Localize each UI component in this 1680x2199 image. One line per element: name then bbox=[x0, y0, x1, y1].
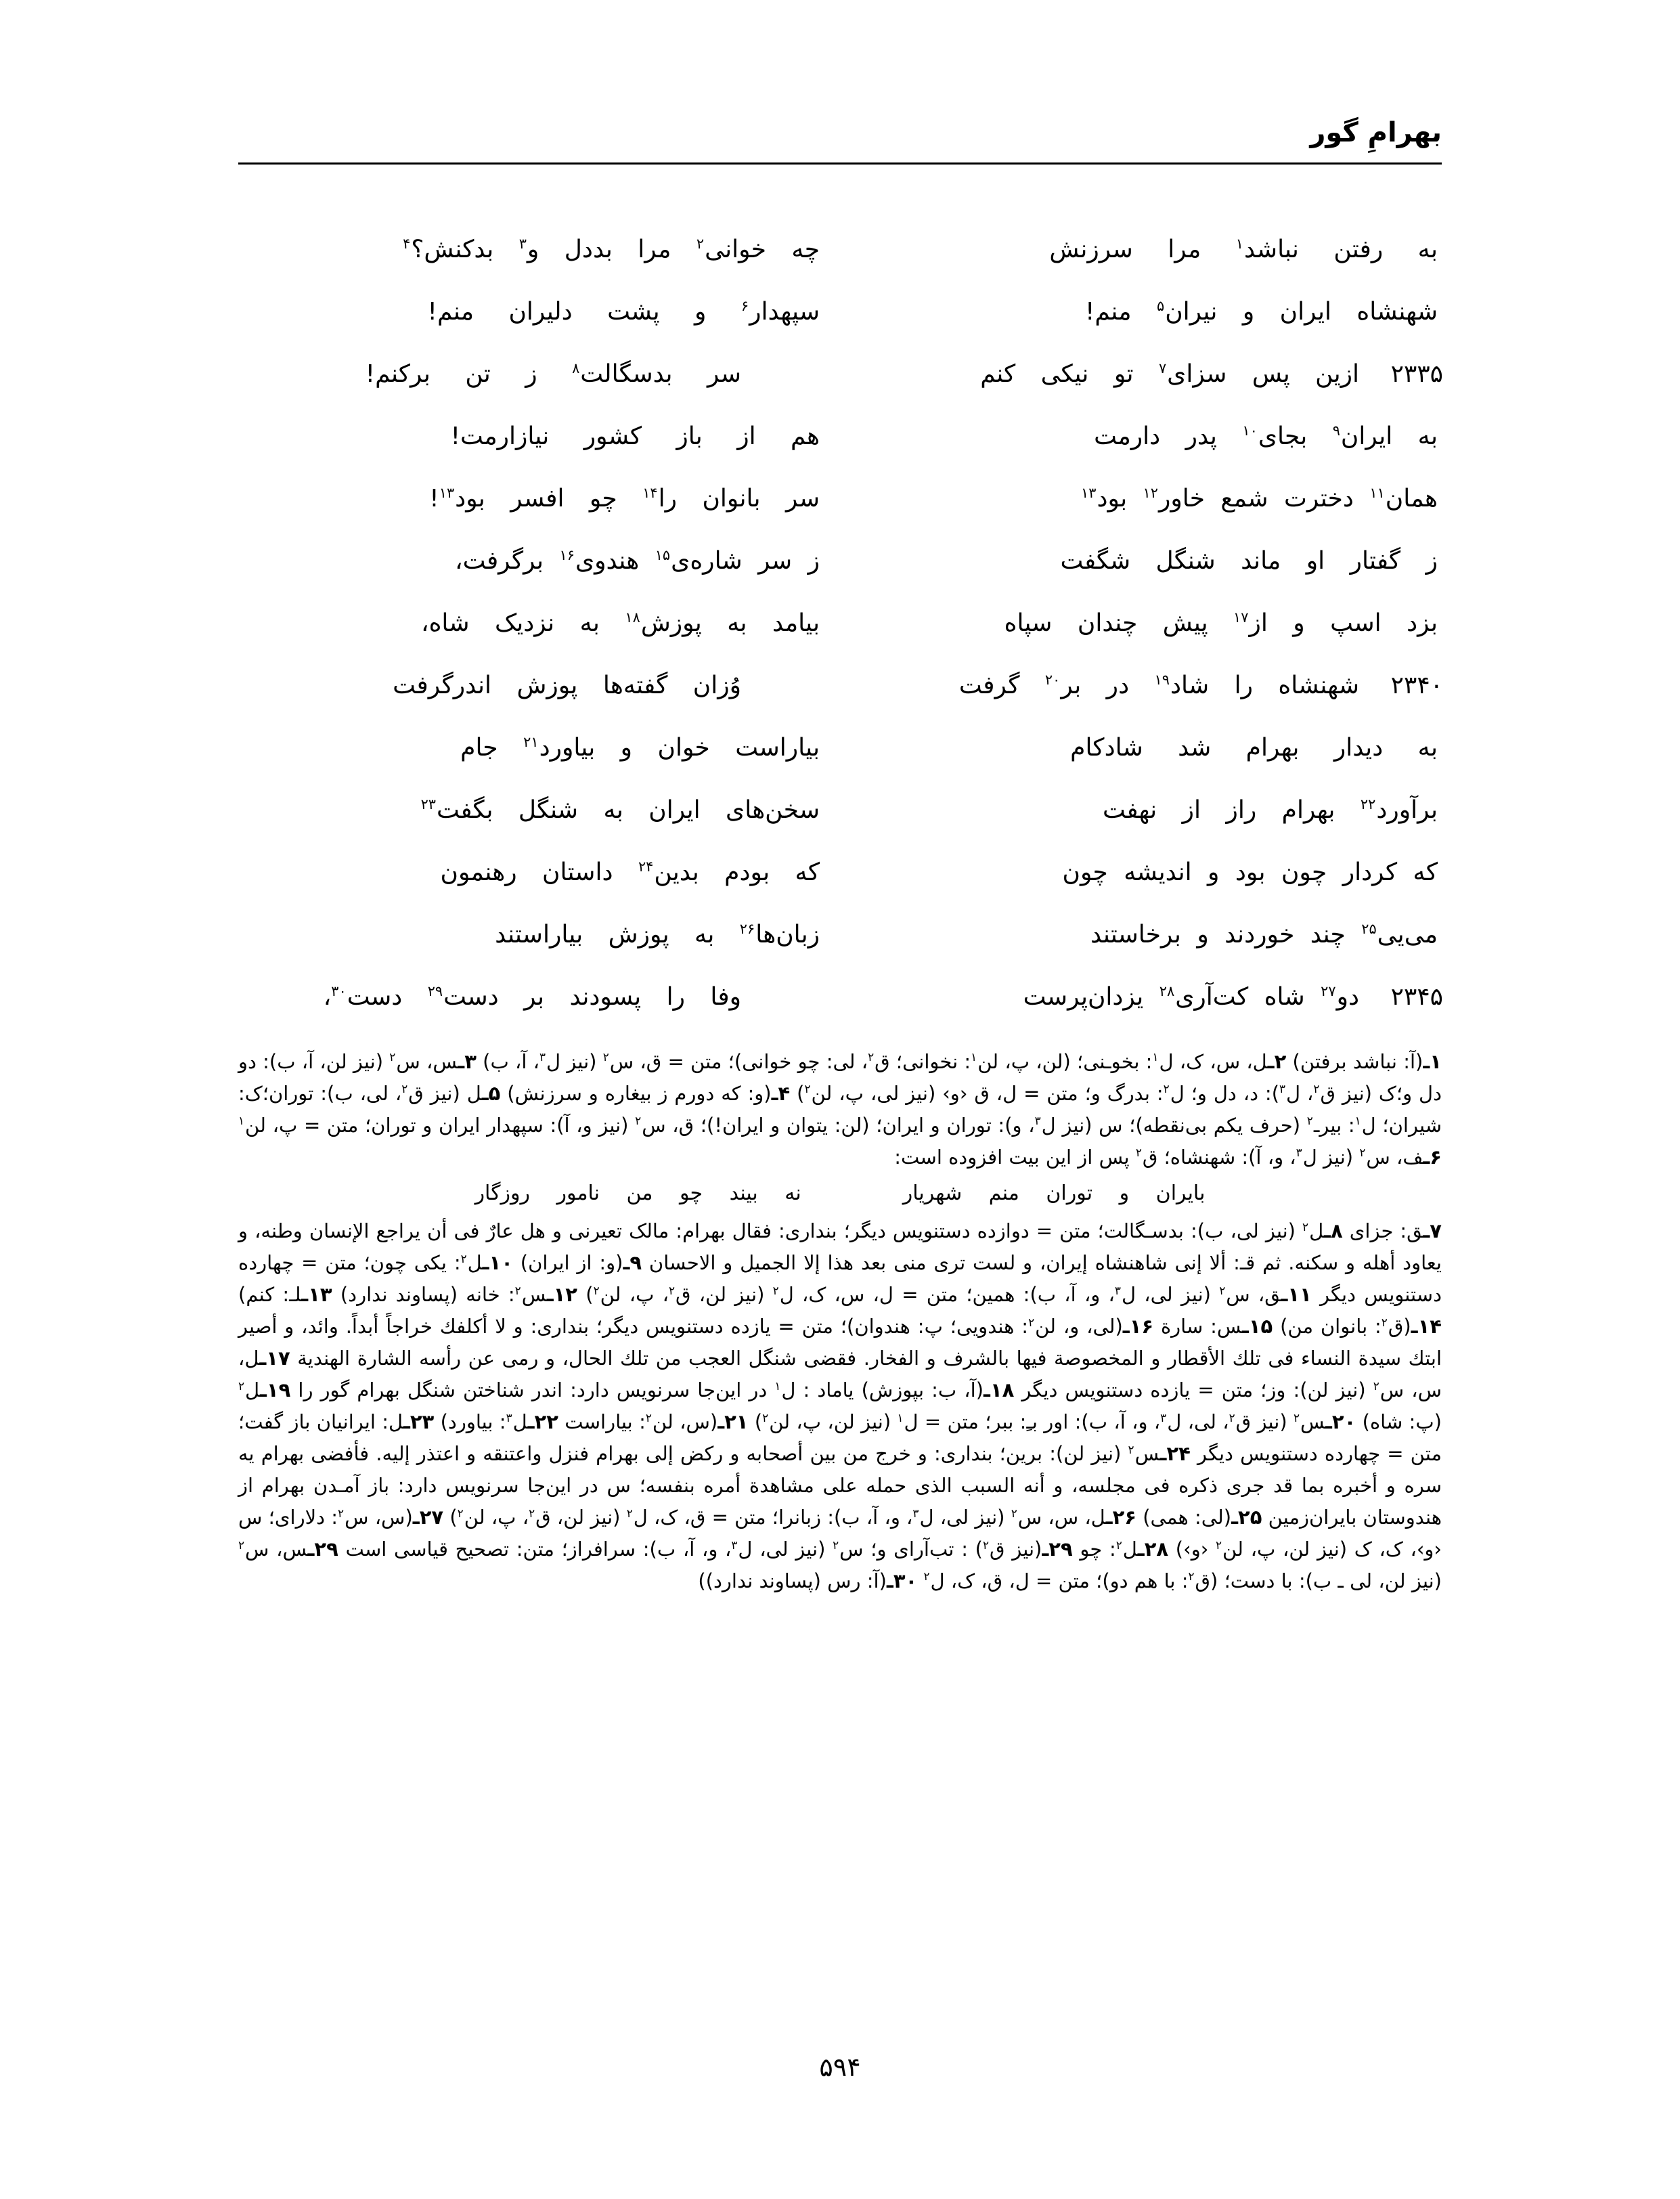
verse-couplet bbox=[238, 971, 1442, 1033]
hemistich-text: بیامد به پوزش$^{۱۸}$ به نزدیک شاه، bbox=[420, 609, 820, 637]
hemistich-second bbox=[238, 722, 840, 762]
hemistich-second bbox=[238, 223, 840, 263]
hemistich-first bbox=[840, 286, 1442, 326]
page-number: ۵۹۴ bbox=[819, 2052, 861, 2082]
hemistich-first bbox=[840, 971, 1442, 1011]
hemistich-second bbox=[238, 971, 840, 1011]
hemistich-text: که بودم بدین$^{۲۴}$ داستان رهنمون bbox=[440, 858, 820, 886]
hemistich-first bbox=[840, 846, 1442, 886]
verse-line-number: ۲۳۴۰ bbox=[1390, 672, 1443, 699]
verse-couplet bbox=[238, 348, 1442, 410]
hemistich-text: همان$^{۱۱}$ دخترت شمع خاور$^{۱۲}$ بود$^{۱۳}$ bbox=[1081, 485, 1438, 513]
verse-couplet bbox=[238, 784, 1442, 846]
hemistich-text: برآورد$^{۲۲}$ بهرام راز از نهفت bbox=[1103, 796, 1438, 824]
hemistich-text: سر بدسگالت$^۸$ ز تن برکنم! bbox=[365, 360, 741, 388]
page-header bbox=[238, 119, 1442, 180]
hemistich-second bbox=[238, 846, 840, 886]
hemistich-text: دو$^{۲۷}$ شاه کت‌آری$^{۲۸}$ یزدان‌پرست bbox=[1023, 983, 1359, 1011]
hemistich-text: بیاراست خوان و بیاورد$^{۲۱}$ جام bbox=[460, 734, 820, 762]
hemistich-first bbox=[840, 473, 1442, 513]
verse-line-number: ۲۳۳۵ bbox=[1390, 360, 1443, 388]
verse-couplet bbox=[238, 597, 1442, 659]
verse-line-number: ۲۳۴۵ bbox=[1390, 983, 1443, 1011]
inset-hemistich-first: بایران و توران منم شهریار bbox=[902, 1181, 1206, 1205]
hemistich-second bbox=[238, 597, 840, 637]
hemistich-text: وفا را پسودند بر دست$^{۲۹}$ دست$^{۳۰}$، bbox=[323, 983, 741, 1011]
hemistich-text: سخن‌های ایران به شنگل بگفت$^{۲۳}$ bbox=[420, 796, 820, 824]
running-header-title: بهرامِ گور bbox=[1310, 117, 1442, 148]
hemistich-text: شهنشاه را شاد$^{۱۹}$ در بر$^{۲۰}$ گرفت bbox=[958, 672, 1359, 699]
hemistich-text: که کردار چون بود و اندیشه چون bbox=[1062, 858, 1438, 886]
verse-couplet bbox=[238, 223, 1442, 286]
hemistich-text: می‌یی$^{۲۵}$ چند خوردند و برخاستند bbox=[1090, 921, 1438, 949]
hemistich-text: سر بانوان را$^{۱۴}$ چو افسر بود$^{۱۳}$! bbox=[429, 485, 820, 513]
hemistich-first bbox=[840, 722, 1442, 762]
verse-couplet bbox=[238, 410, 1442, 473]
hemistich-second bbox=[238, 473, 840, 513]
hemistich-first bbox=[840, 410, 1442, 450]
hemistich-first bbox=[840, 223, 1442, 263]
hemistich-text: به رفتن نباشد$^۱$ مرا سرزنش bbox=[1049, 236, 1438, 263]
hemistich-first bbox=[840, 659, 1442, 699]
verse-couplet bbox=[238, 846, 1442, 909]
hemistich-first bbox=[840, 348, 1442, 388]
hemistich-second bbox=[238, 535, 840, 575]
hemistich-text: به دیدار بهرام شد شادکام bbox=[1070, 734, 1438, 762]
hemistich-second bbox=[238, 784, 840, 824]
verse-couplet bbox=[238, 286, 1442, 348]
apparatus-inset-verse bbox=[238, 1177, 1442, 1211]
inset-hemistich-second: نه بیند چو من نامور روزگار bbox=[474, 1181, 801, 1205]
hemistich-text: سپهدار$^۶$ و پشت دلیران منم! bbox=[427, 298, 820, 326]
verse-couplet bbox=[238, 722, 1442, 784]
hemistich-text: وُزان گفته‌ها پوزش اندرگرفت bbox=[393, 672, 741, 699]
hemistich-first bbox=[840, 909, 1442, 949]
hemistich-text: ز گفتار او ماند شنگل شگفت bbox=[1060, 547, 1438, 575]
hemistich-text: چه خوانی$^۲$ مرا بددل و$^۳$ بدکنش؟$^۴$ bbox=[403, 236, 820, 263]
hemistich-second bbox=[238, 659, 840, 699]
verse-couplet bbox=[238, 909, 1442, 971]
hemistich-second bbox=[238, 348, 840, 388]
hemistich-first bbox=[840, 784, 1442, 824]
hemistich-text: ز سر شاره‌ی$^{۱۵}$ هندوی$^{۱۶}$ برگرفت، bbox=[455, 547, 820, 575]
hemistich-second bbox=[238, 286, 840, 326]
verse-couplet bbox=[238, 535, 1442, 597]
hemistich-text: بزد اسپ و از$^{۱۷}$ پیش چندان سپاه bbox=[1004, 609, 1438, 637]
verse-block bbox=[238, 223, 1442, 1033]
verse-couplet bbox=[238, 473, 1442, 535]
hemistich-text: به ایران$^۹$ بجای$^{۱۰}$ پدر دارمت bbox=[1094, 422, 1438, 450]
apparatus-paragraph: ۱ـ(آ: نباشد برفتن) ۲ـل، س، ک، ل$^۱$: بخوـنی؛ (لن، پ، لن$^۱$: نخوانی؛ ق$^۲$، لی: چو خوانی)؛ متن = ق، س$^۲$ (نیز ل$^۳$، آ، ب) ۳ـس، س$^۲$ (نیز لن، آ، ب): دو دل و؛ک (نیز ق$^۲$، ل$^۳$): د، دل و؛ ل$^۲$: بدرگ و؛ متن = ل، ق ‹و› (نیز لی، پ، لن$^۲$) ۴ـ(و: که دورم ز بیغاره و سرزنش) ۵ـل (نیز ق$^۲$، لی، ب): توران؛ک: شیران؛ ل$^۱$: بیرـ$^۲$ (حرف یکم بی‌نقطه)؛ س (نیز ل$^۳$، و): توران و ایران؛ (لن: یتوان و ایران!)؛ ق، س$^۲$ (نیز و، آ): سپهدار ایران و توران؛ متن = پ، لن$^۱$ ۶ـف، س$^۲$ (نیز ل$^۳$، و، آ): شهنشاه؛ ق$^۲$ پس از این بیت افزوده است: bbox=[238, 1050, 1442, 1169]
hemistich-text: شهنشاه ایران و نیران$^۵$ منم! bbox=[1085, 298, 1438, 326]
hemistich-text: هم از باز کشور نیازارمت! bbox=[450, 422, 820, 450]
critical-apparatus bbox=[238, 1046, 1442, 1597]
hemistich-second bbox=[238, 909, 840, 949]
apparatus-paragraph: ۷ـق: جزای ۸ـل$^۲$ (نیز لی، ب): بدسـگالت؛ متن = دوازده دستنویس دیگر؛ بنداری: فقال بهرام: مالک تعیرنی و هل عارٌ فی أن یراجع الإنسان وطنه، و یعاود أهله و سكنه. ثم قـ: ألا إنی شاهنشاه إیران، و لست تری منی بعد هذا إلا الجمیل و الاحسان ۹ـ(و: از ایران) ۱۰ـل$^۲$: یکی چون؛ متن = چهارده دستنویس دیگر ۱۱ـق، س$^۲$ (نیز لی، ل$^۳$، و، آ، ب): همین؛ متن = ل، س، ک، ل$^۲$ (نیز لن، ق$^۲$، پ، لن$^۲$) ۱۲ـس$^۲$: خانه (پساوند ندارد) ۱۳ـلـ: کنم) ۱۴ـ(ق$^۲$: بانوان من) ۱۵ـس: سارة ۱۶ـ(لی، و، لن$^۲$: هندویی؛ پ: هندوان)؛ متن = یازده دستنویس دیگر؛ بنداری: و لا أكلفك خراجاً أبداً. وائد، و أصیر ابتك سیدة النساء فی تلك الأقطار و المخصوصة فیها بالشرف و الفخار. فقضی شنگل العجب من تلك الحال، و رمی عن رأسه الشارة الهندیة ۱۷ـل، س، س$^۲$ (نیز لن): وز؛ متن = یازده دستنویس دیگر ۱۸ـ(آ، ب: بپوزش) یاماد : ل$^۱$ در این‌جا سرنویس دارد: اندر شناختن شنگل بهرام گور را ۱۹ـل$^۲$ (پ: شاه) ۲۰ـس$^۲$ (نیز ق$^۲$، لی، ل$^۳$، و، آ، ب): اور بـِ: ببر؛ متن = ل$^۱$ (نیز لن، پ، لن$^۲$) ۲۱ـ(س، لن$^۲$: بیاراست ۲۲ـل$^۳$: بیاورد) ۲۳ـل: ایرانیان باز گفت؛ متن = چهارده دستنویس دیگر ۲۴ـس$^۲$ (نیز لن): برین؛ بنداری: و خرج من بین أصحابه و ركض إلی بهرام فنزل واعتنقه و اعتذر إلیه. فأفضی بهرام یه سره و أخبره بما قد جری ذكره فی مجلسه، و أنه السبب الذی حمله علی مشاهدة أمره بنفسه؛ س در این‌جا سرنویس دارد: باز آمـدن بهرام از هندوستان بایران‌زمین ۲۵ـ(لی: همی) ۲۶ـل، س، س$^۲$ (نیز لی، ل$^۳$، و، آ، ب): زبانرا؛ متن = ق، ک، ل$^۲$ (نیز لن، ق$^۲$، پ، لن$^۲$) ۲۷ـ(س، س$^۲$: دلارای؛ س ‹و›، ک، ک (نیز لن، پ، لن$^۲$ ‹و›) ۲۸ـل$^۲$: چو ۲۹ـ(نیز ق$^۲$) : تب‌آرای و؛ س$^۲$ (نیز لی، ل$^۳$، و، آ، ب): سرافراز؛ متن: تصحیح قیاسی است ۲۹ـس، س$^۲$ (نیز لن، لی ـ ب): با دست؛ (ق$^۲$: با هم دو)؛ متن = ل، ق، ک، ل$^۲$ ۳۰ـ(آ: رس (پساوند ندارد)) bbox=[238, 1219, 1442, 1593]
hemistich-text: ازین پس سزای$^۷$ تو نیکی کنم bbox=[980, 360, 1359, 388]
hemistich-first bbox=[840, 597, 1442, 637]
header-divider-rule bbox=[238, 162, 1442, 165]
hemistich-second bbox=[238, 410, 840, 450]
verse-couplet bbox=[238, 659, 1442, 722]
hemistich-first bbox=[840, 535, 1442, 575]
hemistich-text: زبان‌ها$^{۲۶}$ به پوزش بیاراستند bbox=[495, 921, 820, 949]
